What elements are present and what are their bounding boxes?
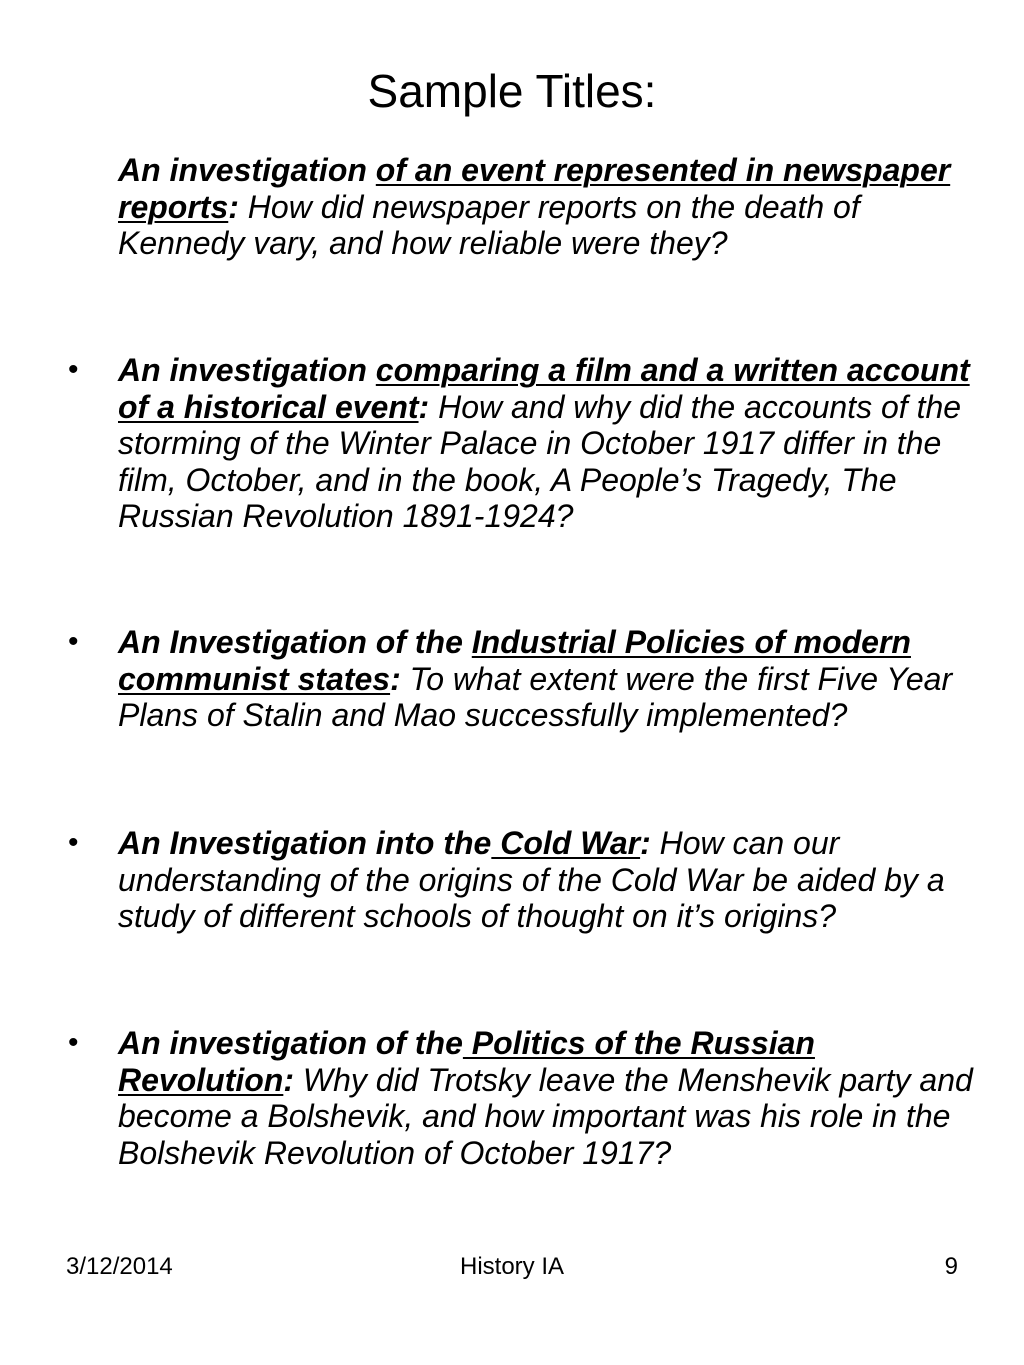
item-lead: An Investigation of the — [118, 624, 472, 660]
item-colon: : — [283, 1061, 294, 1098]
item-question: How and why did the accounts of the storming of the Winter Palace in October 1917 differ in the film, October, and in the book, A People’s Tragedy, The Russian Revolution 1891-1924? — [118, 388, 962, 534]
footer-title: History IA — [459, 1253, 564, 1280]
item-colon: : — [390, 660, 401, 697]
item-lead: An investigation — [118, 152, 376, 188]
item-colon: : — [640, 825, 651, 861]
item-question: To what extent were the first Five Year Plans of Stalin and Mao successfully implemented? — [118, 660, 953, 733]
item-topic: Politics of the Russian Revolution — [118, 1025, 815, 1098]
list-item-newspaper — [118, 152, 978, 262]
item-topic: of an event represented in newspaper reports — [118, 152, 951, 225]
item-lead: An Investigation into the — [118, 825, 492, 861]
bullet-marker: • — [68, 353, 79, 386]
item-lead: An investigation of the — [118, 1025, 463, 1061]
item-topic: Industrial Policies of modern communist states — [118, 624, 911, 697]
list-item-cold-war — [118, 825, 978, 935]
bullet-marker: • — [68, 1026, 79, 1059]
list-item-russian-revolution — [118, 1025, 978, 1171]
item-question: Why did Trotsky leave the Menshevik party and become a Bolshevik, and how important was his role in the Bolshevik Revolution of October 1917? — [118, 1061, 973, 1171]
list-item-industrial — [118, 624, 978, 734]
bullet-marker: • — [68, 826, 79, 859]
footer-date: 3/12/2014 — [66, 1253, 173, 1280]
item-topic: comparing a film and a written account of a historical event — [118, 352, 970, 425]
list-item-film — [118, 352, 978, 535]
item-colon: : — [228, 188, 239, 225]
item-question: How did newspaper reports on the death of Kennedy vary, and how reliable were they? — [118, 188, 860, 261]
bullet-marker: • — [68, 625, 79, 658]
footer-page-number: 9 — [944, 1253, 958, 1280]
item-question: How can our understanding of the origins of the Cold War be aided by a study of different schools of thought on it’s origins? — [118, 825, 945, 934]
item-colon: : — [418, 388, 430, 425]
item-topic: Cold War — [491, 825, 641, 861]
slide-title: Sample Titles: — [367, 65, 657, 117]
item-lead: An investigation — [118, 352, 376, 388]
